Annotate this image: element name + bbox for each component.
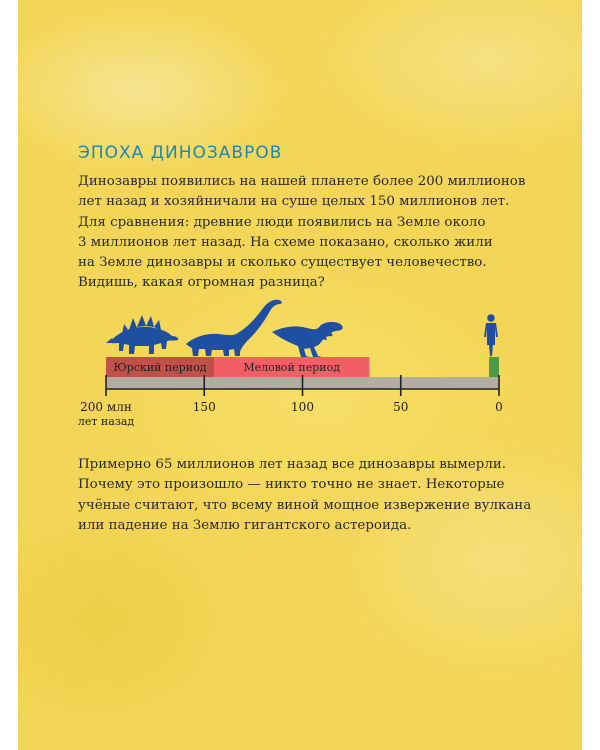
text-line: Почему это произошло — никто точно не знает. Некоторые — [78, 477, 505, 493]
tick-sublabel: лет назад — [77, 415, 135, 428]
period-label: Юрский период — [113, 361, 207, 374]
brachiosaurus-icon — [186, 300, 282, 356]
page-title: ЭПОХА ДИНОЗАВРОВ — [78, 143, 283, 163]
tyrannosaurus-icon — [272, 322, 343, 357]
tick-label: 100 — [291, 400, 314, 414]
outro-paragraph — [78, 455, 531, 536]
human-figure-icon — [484, 314, 498, 356]
text-line: Динозавры появились на нашей планете более 200 миллионов — [78, 174, 526, 189]
tick-label: 0 — [495, 400, 503, 414]
text-line: Для сравнения: древние люди появились на Земле около — [78, 214, 486, 230]
tick-label: 150 — [192, 400, 216, 414]
text-line: Примерно 65 миллионов лет назад все динозавры вымерли. — [78, 457, 507, 472]
human-era-bar — [489, 357, 499, 377]
text-line: учёные считают, что всему виной мощное извержение вулкана — [78, 497, 532, 513]
text-line: 3 миллионов лет назад. На схеме показано, сколько жили — [78, 234, 493, 250]
text-line: Видишь, какая огромная разница? — [78, 275, 325, 291]
text-line: или падение на Землю гигантского астероида. — [78, 517, 412, 533]
text-line: лет назад и хозяйничали на суше целых 150 миллионов лет. — [78, 194, 510, 210]
stegosaurus-icon — [106, 315, 178, 354]
tick-label: 200 млн — [80, 400, 132, 414]
tick-label: 50 — [393, 400, 409, 414]
period-label: Меловой период — [243, 361, 341, 374]
text-line: на Земле динозавры и сколько существует человечество. — [78, 255, 487, 271]
